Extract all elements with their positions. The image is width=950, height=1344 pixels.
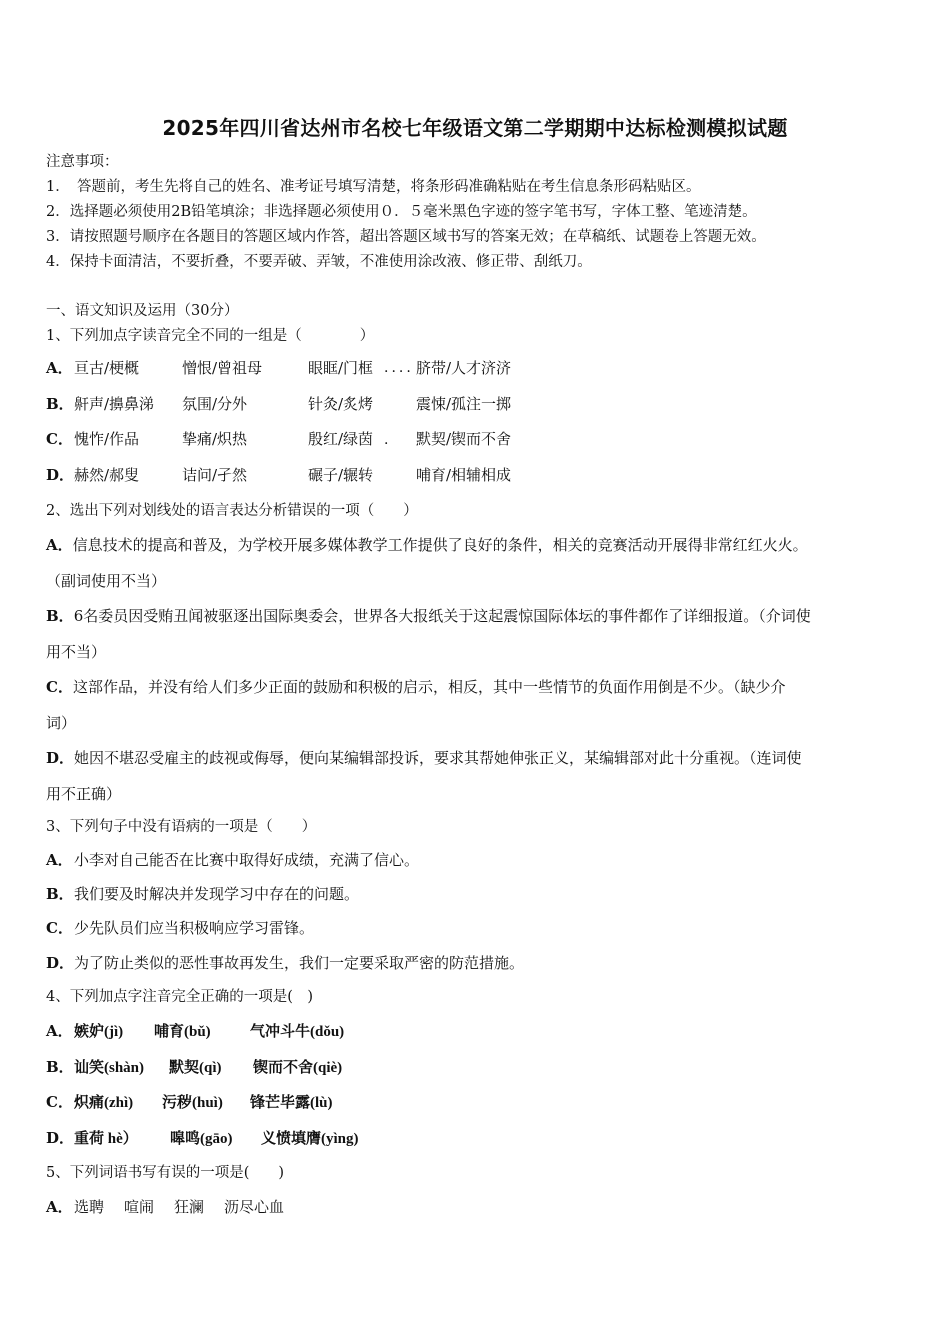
q2-option-d bbox=[46, 748, 908, 768]
emphasis-dots: ···· bbox=[384, 364, 414, 380]
option-item: 诘问/孑然 bbox=[182, 466, 248, 484]
option-label: A． bbox=[46, 1198, 73, 1216]
option-text: 小李对自己能否在比赛中取得好成绩，充满了信心。 bbox=[74, 851, 420, 869]
q1-option-c bbox=[46, 429, 511, 449]
option-text: 少先队员们应当积极响应学习雷锋。 bbox=[74, 919, 315, 937]
q3-option-b bbox=[46, 884, 359, 904]
option-label: C． bbox=[46, 919, 73, 937]
q2-stem: 2、选出下列对划线处的语言表达分析错误的一项（ ） bbox=[46, 503, 418, 519]
option-item: 憎恨/曾祖母 bbox=[182, 359, 263, 377]
option-item: 哺育/相辅相成 bbox=[416, 466, 512, 484]
option-item: 亘古/梗概 bbox=[74, 359, 140, 377]
notice-item: 4．保持卡面清洁，不要折叠，不要弄破、弄皱，不准使用涂改液、修正带、刮纸刀。 bbox=[46, 254, 592, 270]
option-label: D． bbox=[46, 954, 75, 972]
option-label: D． bbox=[46, 466, 75, 484]
option-item: 嫉妒(jì) bbox=[74, 1024, 124, 1040]
option-item: 氛围/分外 bbox=[182, 395, 248, 413]
q4-option-b bbox=[46, 1057, 342, 1078]
q5-option-a bbox=[46, 1197, 284, 1217]
q4-option-d bbox=[46, 1128, 359, 1149]
option-item: 炽痛(zhì) bbox=[74, 1095, 134, 1111]
option-label: C． bbox=[46, 678, 73, 696]
option-item: 挚痛/炽热 bbox=[182, 430, 248, 448]
q5-stem: 5、下列词语书写有误的一项是( ) bbox=[46, 1165, 285, 1181]
option-item: 讪笑(shàn) bbox=[74, 1060, 145, 1076]
q3-option-a bbox=[46, 850, 419, 870]
option-item: 哺育(bǔ) bbox=[154, 1024, 211, 1040]
option-text: 这部作品，并没有给人们多少正面的鼓励和积极的启示，相反，其中一些情节的负面作用倒是不少。（缺少介 bbox=[72, 678, 786, 696]
option-item: 沥尽心血 bbox=[224, 1198, 285, 1216]
q2-option-a bbox=[46, 535, 908, 555]
option-item: 重荷 hè） bbox=[74, 1131, 138, 1147]
option-item: 默契(qì) bbox=[169, 1060, 222, 1076]
q2-option-a-note: （副词使用不当） bbox=[46, 572, 167, 590]
option-label: A． bbox=[46, 536, 73, 554]
option-item: 针灸/炙烤 bbox=[308, 395, 374, 413]
option-item: 锲而不舍(qiè) bbox=[253, 1060, 343, 1076]
option-item: 脐带/人才济济 bbox=[416, 359, 512, 377]
option-text: 她因不堪忍受雇主的歧视或侮辱，便向某编辑部投诉，要求其帮她伸张正义，某编辑部对此十分重视。（连词使 bbox=[74, 749, 802, 767]
q1-option-d bbox=[46, 465, 511, 485]
option-label: D． bbox=[46, 749, 75, 767]
option-item: 气冲斗牛(dǒu) bbox=[250, 1024, 345, 1040]
option-item: 选聘 bbox=[74, 1198, 105, 1216]
section-heading: 一、语文知识及运用（30分） bbox=[46, 303, 239, 319]
option-item: 殷红/绿茵 bbox=[308, 430, 374, 448]
notice-item: 1． 答题前，考生先将自己的姓名、准考证号填写清楚，将条形码准确粘贴在考生信息条形码粘贴区。 bbox=[46, 179, 701, 195]
option-label: C． bbox=[46, 430, 73, 448]
emphasis-dot: · bbox=[384, 436, 392, 452]
option-item: 喧闹 bbox=[124, 1198, 155, 1216]
option-item: 默契/锲而不舍 bbox=[416, 430, 512, 448]
notice-heading: 注意事项： bbox=[46, 154, 119, 170]
q3-stem: 3、下列句子中没有语病的一项是（ ） bbox=[46, 819, 317, 835]
option-item: 眼眶/门框 bbox=[308, 359, 374, 377]
option-label: A． bbox=[46, 851, 73, 869]
page-title: 2025年四川省达州市名校七年级语文第二学期期中达标检测模拟试题 bbox=[162, 116, 788, 140]
notice-item: 3．请按照题号顺序在各题目的答题区域内作答，超出答题区域书写的答案无效；在草稿纸、试题卷上答题无效。 bbox=[46, 229, 766, 245]
option-label: A． bbox=[46, 1022, 73, 1040]
q4-option-c bbox=[46, 1092, 333, 1113]
option-text: 我们要及时解决并发现学习中存在的问题。 bbox=[74, 885, 360, 903]
q3-option-d bbox=[46, 953, 524, 973]
option-item: 震悚/孤注一掷 bbox=[416, 395, 512, 413]
option-item: 嗥鸣(gāo) bbox=[170, 1131, 233, 1147]
option-item: 锋芒毕露(lù) bbox=[250, 1095, 333, 1111]
option-label: B． bbox=[46, 607, 74, 625]
option-label: C． bbox=[46, 1093, 73, 1111]
option-item: 污秽(huì) bbox=[162, 1095, 223, 1111]
q4-option-a bbox=[46, 1021, 344, 1042]
q2-option-c-note: 词） bbox=[46, 714, 77, 732]
option-item: 鼾声/擤鼻涕 bbox=[74, 395, 155, 413]
option-label: B． bbox=[46, 395, 74, 413]
option-item: 赫然/郝叟 bbox=[74, 466, 140, 484]
option-label: B． bbox=[46, 1058, 74, 1076]
q3-option-c bbox=[46, 918, 314, 938]
q2-option-c bbox=[46, 677, 908, 697]
option-label: A． bbox=[46, 359, 73, 377]
option-text: 6名委员因受贿丑闻被驱逐出国际奥委会，世界各大报纸关于这起震惊国际体坛的事件都作了详细报道。（介词使 bbox=[73, 607, 811, 625]
option-label: D． bbox=[46, 1129, 75, 1147]
q1-option-a bbox=[46, 358, 511, 378]
q4-stem: 4、下列加点字注音完全正确的一项是( ) bbox=[46, 989, 314, 1005]
option-item: 愧怍/作品 bbox=[74, 430, 140, 448]
q2-option-b bbox=[46, 606, 908, 626]
option-text: 信息技术的提高和普及，为学校开展多媒体教学工作提供了良好的条件，相关的竞赛活动开展得非常红红火火。 bbox=[72, 536, 808, 554]
q1-option-b bbox=[46, 394, 511, 414]
option-item: 碾子/辗转 bbox=[308, 466, 374, 484]
option-label: B． bbox=[46, 885, 74, 903]
notice-item: 2．选择题必须使用2B铅笔填涂；非选择题必须使用０．５毫米黑色字迹的签字笔书写，字体工整、笔迹清楚。 bbox=[46, 204, 757, 220]
option-item: 狂澜 bbox=[174, 1198, 205, 1216]
option-text: 为了防止类似的恶性事故再发生，我们一定要采取严密的防范措施。 bbox=[74, 954, 525, 972]
option-item: 义愤填膺(yìng) bbox=[261, 1131, 359, 1147]
q2-option-d-note: 用不正确） bbox=[46, 785, 122, 803]
q2-option-b-note: 用不当） bbox=[46, 643, 107, 661]
q1-stem: 1、下列加点字读音完全不同的一组是（ ） bbox=[46, 328, 375, 344]
